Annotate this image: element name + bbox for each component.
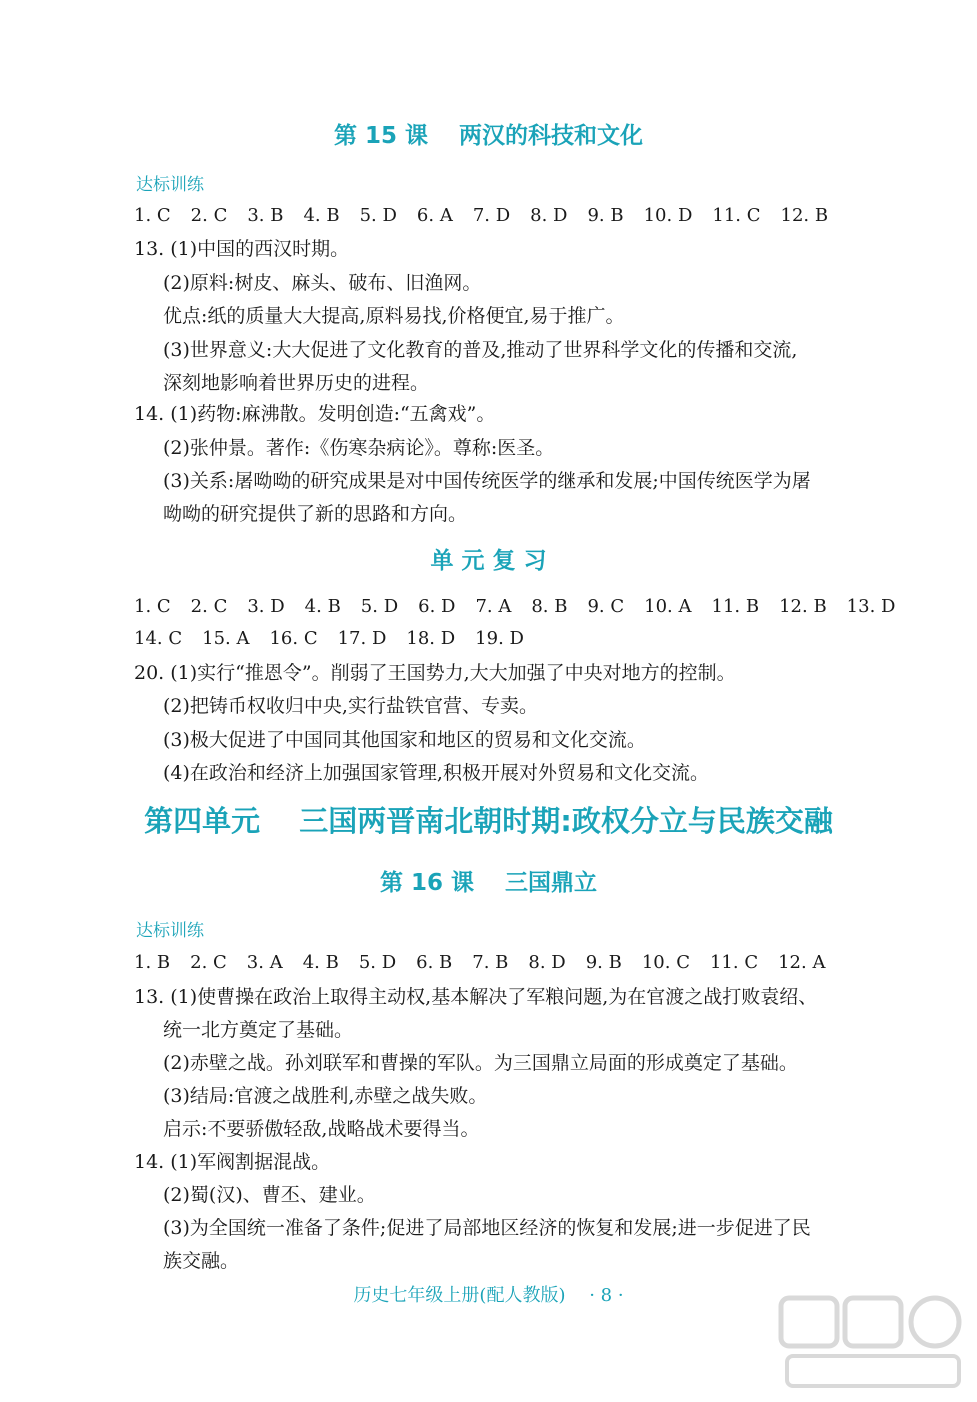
answer: 9. B	[587, 205, 624, 226]
answer-line: (3)关系:屠呦呦的研究成果是对中国传统医学的继承和发展;中国传统医学为屠	[163, 470, 811, 492]
answer: 8. D	[530, 205, 568, 226]
answer-line: (2)赤壁之战。孙刘联军和曹操的军队。为三国鼎立局面的形成奠定了基础。	[163, 1052, 798, 1074]
answer: 1. B	[134, 952, 171, 973]
answer: 2. C	[190, 205, 228, 226]
answer: 6. A	[416, 205, 453, 226]
answer-line: (3)结局:官渡之战胜利,赤壁之战失败。	[163, 1085, 488, 1107]
lesson-16-title: 第 16 课 三国鼎立	[379, 870, 598, 896]
watermark-logo-icon	[777, 1294, 967, 1394]
unit-review-title: 单 元 复 习	[430, 548, 547, 574]
answer: 10. D	[643, 205, 693, 226]
answer: 3. A	[246, 952, 283, 973]
answer: 4. B	[302, 952, 339, 973]
answer-line: 优点:纸的质量大大提高,原料易找,价格便宜,易于推广。	[163, 305, 625, 327]
unit-4-title: 第四单元 三国两晋南北朝时期:政权分立与民族交融	[144, 804, 833, 838]
answer-line: (2)原料:树皮、麻头、破布、旧渔网。	[163, 272, 482, 294]
answer: 1. C	[134, 596, 171, 617]
answer: 9. B	[585, 952, 622, 973]
answer: 2. C	[190, 596, 228, 617]
answer: 3. B	[247, 205, 284, 226]
answer: 8. D	[528, 952, 566, 973]
lesson-15-section-label: 达标训练	[136, 175, 204, 195]
answer: 8. B	[531, 596, 568, 617]
lesson-16-answers	[134, 951, 845, 975]
lesson-16-section-label: 达标训练	[136, 921, 204, 941]
answer: 5. D	[360, 596, 399, 617]
answer-line: 14. (1)药物:麻沸散。发明创造:“五禽戏”。	[134, 403, 496, 425]
answer: 15. A	[202, 628, 250, 649]
answer: 2. C	[190, 952, 227, 973]
answer: 3. D	[247, 596, 285, 617]
answer: 10. C	[641, 952, 690, 973]
answer: 13. D	[846, 596, 896, 617]
answer-line: (2)把铸币权收归中央,实行盐铁官营、专卖。	[163, 695, 538, 717]
answer-line: 启示:不要骄傲轻敌,战略战术要得当。	[163, 1118, 480, 1140]
answer: 19. D	[475, 628, 524, 649]
answer-line: 深刻地影响着世界历史的进程。	[163, 372, 430, 394]
answer: 5. D	[358, 952, 397, 973]
answer: 10. A	[644, 596, 692, 617]
answer-line: (2)蜀(汉)、曹丕、建业。	[163, 1184, 376, 1206]
answer: 6. B	[416, 952, 453, 973]
answer: 16. C	[269, 628, 318, 649]
answer: 7. A	[475, 596, 512, 617]
answer-line: 族交融。	[163, 1250, 240, 1272]
answer: 4. B	[304, 596, 341, 617]
answer: 5. D	[359, 205, 397, 226]
lesson-15-answers	[134, 204, 848, 228]
answer: 12. A	[778, 952, 826, 973]
review-answers-row-2	[134, 627, 544, 651]
lesson-15-title: 第 15 课 两汉的科技和文化	[333, 123, 644, 149]
answer-line: (4)在政治和经济上加强国家管理,积极开展对外贸易和文化交流。	[163, 762, 709, 784]
answer: 1. C	[134, 205, 171, 226]
answer-line: (3)为全国统一准备了条件;促进了局部地区经济的恢复和发展;进一步促进了民	[163, 1217, 811, 1239]
answer-line: 14. (1)军阀割据混战。	[134, 1151, 331, 1173]
answer: 6. D	[418, 596, 456, 617]
answer: 11. C	[712, 205, 761, 226]
answer: 18. D	[406, 628, 456, 649]
review-answers-row-1	[134, 595, 915, 619]
answer: 4. B	[303, 205, 340, 226]
page-footer: 历史七年级上册(配人教版) · 8 ·	[353, 1285, 624, 1306]
answer-line: 20. (1)实行“推恩令”。削弱了王国势力,大大加强了中央对地方的控制。	[134, 662, 736, 684]
answer-line: 呦呦的研究提供了新的思路和方向。	[163, 503, 468, 525]
answer: 14. C	[134, 628, 183, 649]
answer: 7. D	[472, 205, 511, 226]
answer-line: (3)世界意义:大大促进了文化教育的普及,推动了世界科学文化的传播和交流,	[163, 339, 798, 361]
answer: 11. B	[711, 596, 760, 617]
answer: 9. C	[587, 596, 625, 617]
answer: 12. B	[780, 205, 829, 226]
answer-line: 13. (1)使曹操在政治上取得主动权,基本解决了军粮问题,为在官渡之战打败袁绍、	[134, 986, 818, 1008]
answer: 11. C	[709, 952, 759, 973]
answer: 12. B	[779, 596, 827, 617]
answer-line: 13. (1)中国的西汉时期。	[134, 238, 350, 260]
answer-line: (3)极大促进了中国同其他国家和地区的贸易和文化交流。	[163, 729, 646, 751]
answer: 7. B	[472, 952, 509, 973]
answer: 17. D	[337, 628, 387, 649]
answer-line: (2)张仲景。著作:《伤寒杂病论》。尊称:医圣。	[163, 437, 555, 459]
answer-line: 统一北方奠定了基础。	[163, 1019, 354, 1041]
